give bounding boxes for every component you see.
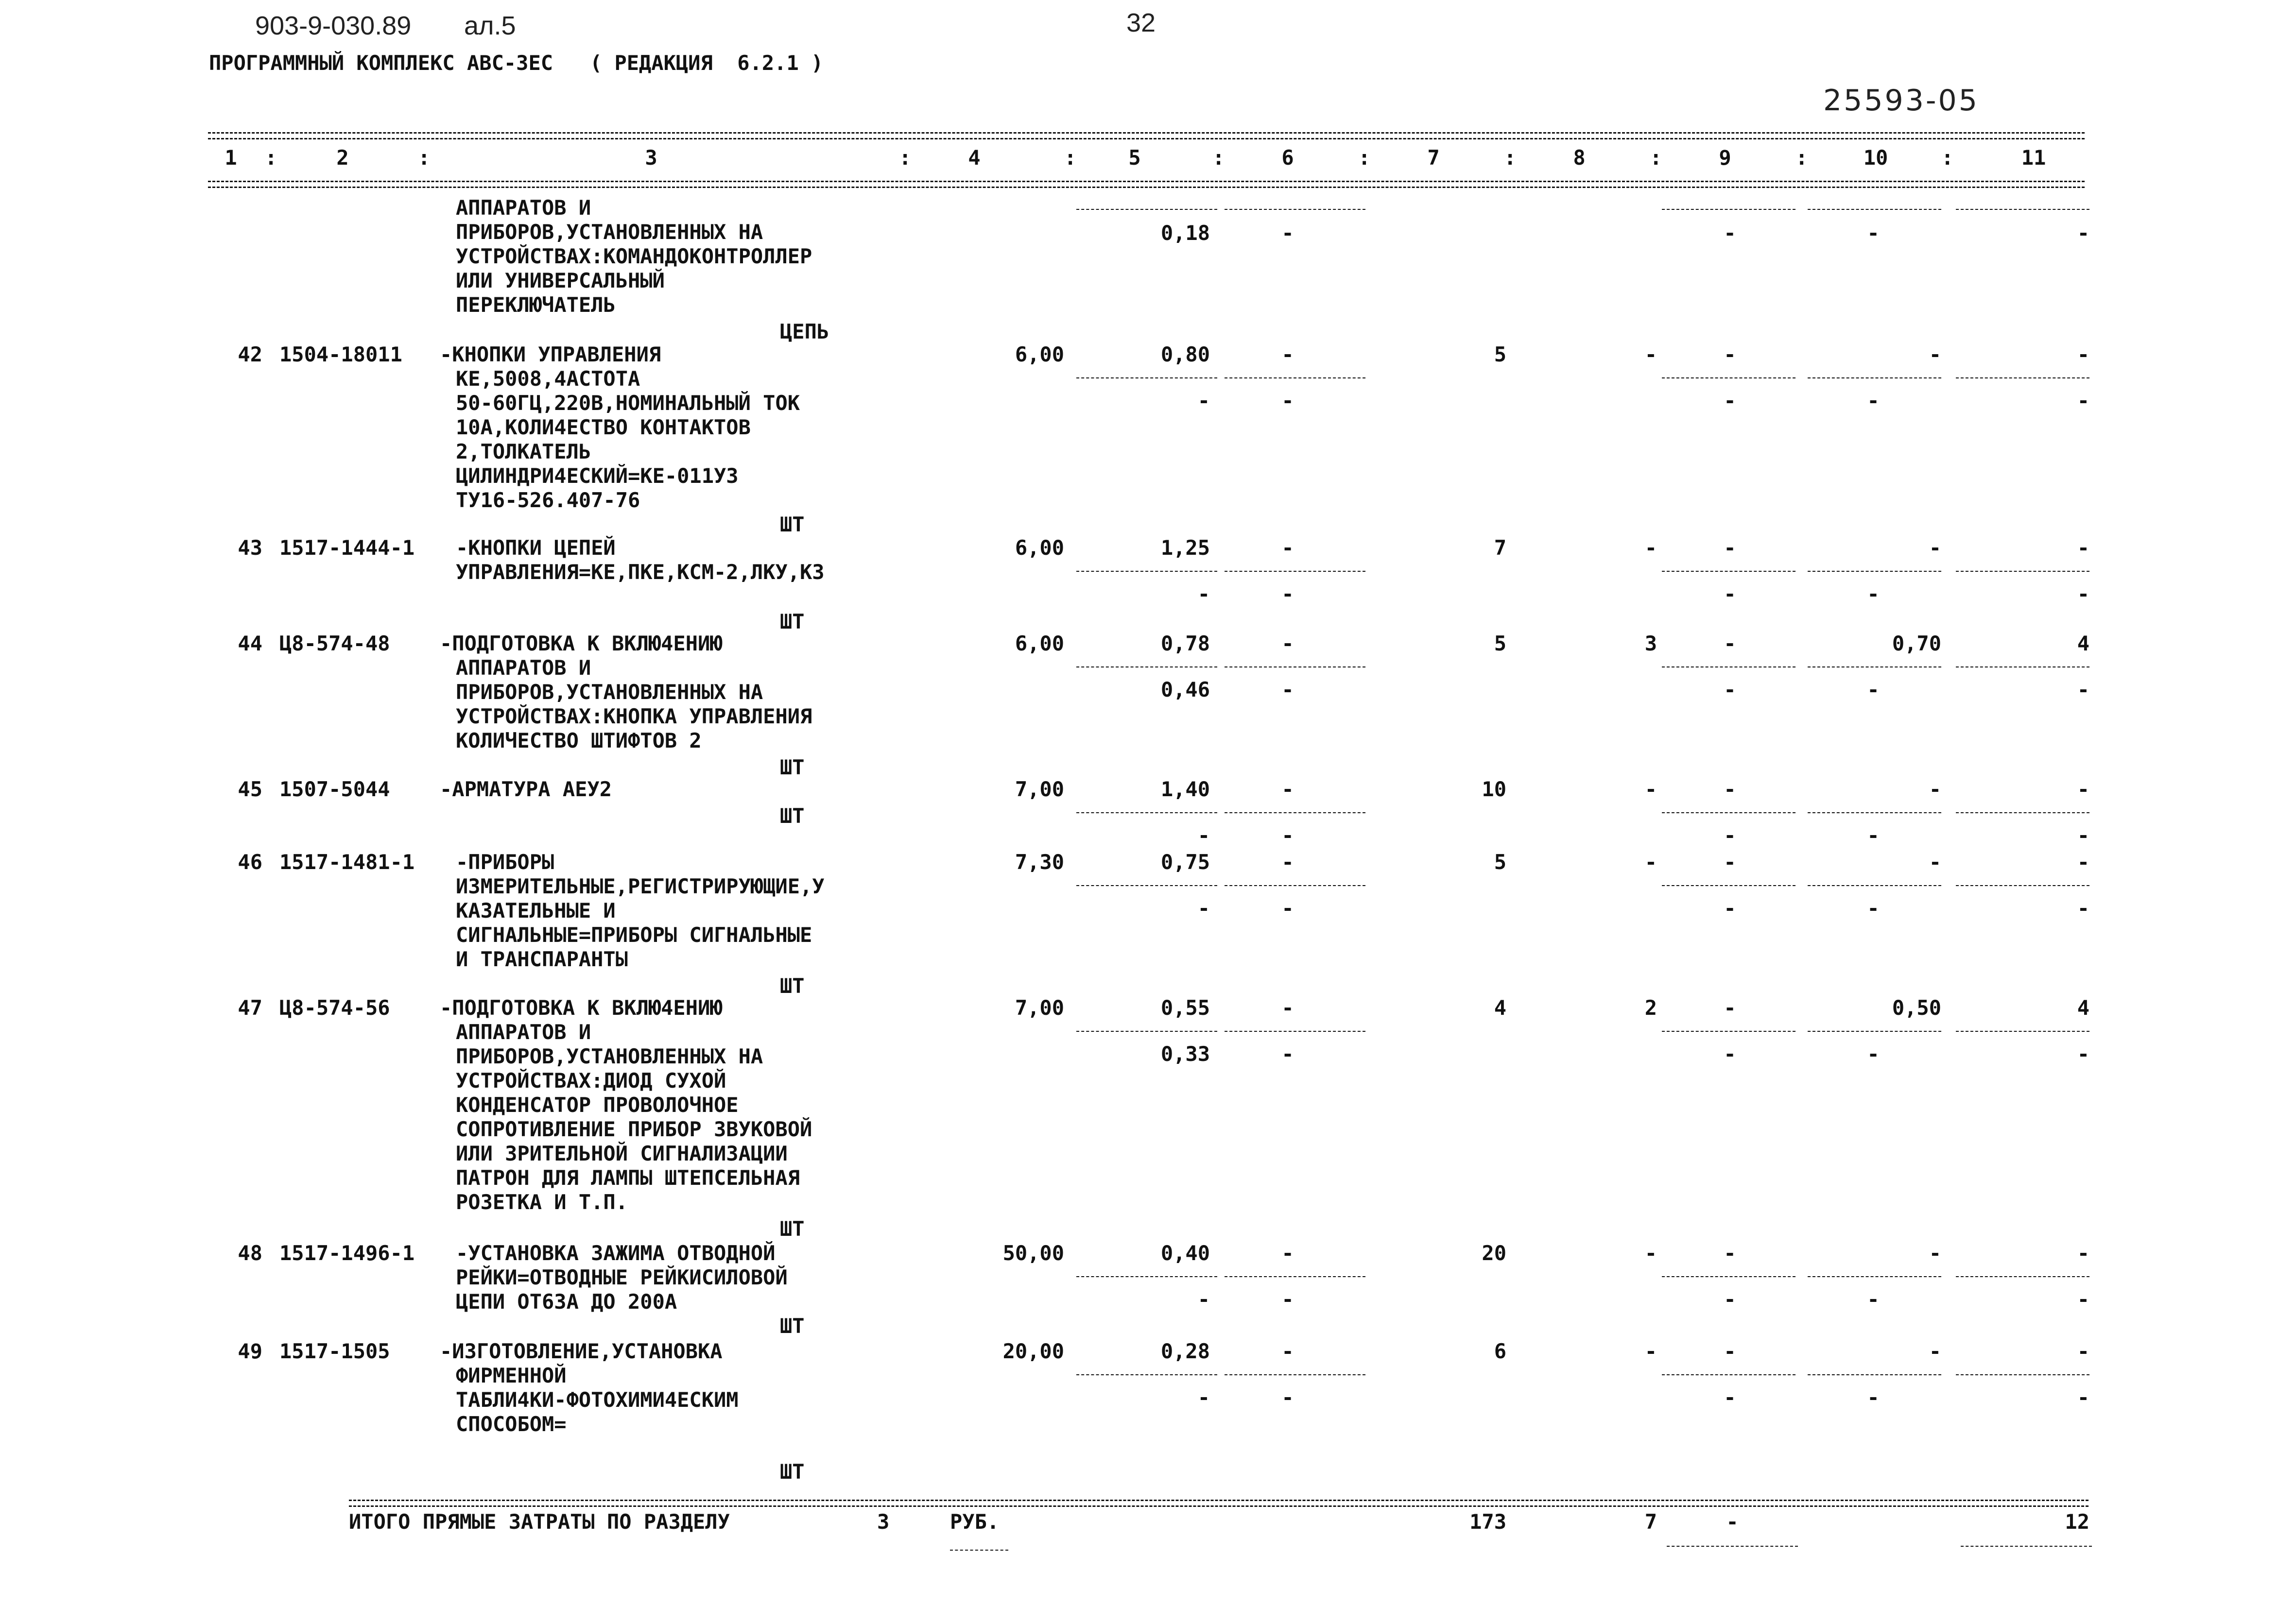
sub-cell-col-11: - <box>2077 582 2089 606</box>
unit-of-measure: ШТ <box>780 610 805 633</box>
row-rule-col-9 <box>1662 1276 1795 1277</box>
cell-col-4: 20,00 <box>1002 1339 1064 1363</box>
cont-rule-6 <box>1225 209 1365 210</box>
sub-cell-col-5: - <box>1197 896 1210 920</box>
work-description-line: АППАРАТОВ И <box>456 1020 591 1044</box>
cont-rule-11 <box>1956 209 2089 210</box>
total-col-9-rule <box>1667 1546 1798 1547</box>
sub-cell-col-6: - <box>1281 823 1294 847</box>
row-number: 49 <box>238 1339 262 1363</box>
sub-cell-col-10: - <box>1867 678 1880 701</box>
work-description-line: УСТРОЙСТВАХ:ДИОД СУХОЙ <box>456 1069 726 1093</box>
sub-cell-col-5: - <box>1197 389 1210 412</box>
sub-cell-col-10: - <box>1867 389 1880 412</box>
price-code: 1517-1496-1 <box>279 1241 415 1265</box>
row-rule-col-6 <box>1225 885 1365 886</box>
cell-col-8: - <box>1644 777 1657 801</box>
cell-col-6: - <box>1281 1241 1294 1265</box>
column-header-rule-2 <box>208 187 2085 188</box>
row-rule-col-11 <box>1956 812 2089 813</box>
cell-col-9: - <box>1724 850 1736 874</box>
work-description-line: 10А,КОЛИ4ЕСТВО КОНТАКТОВ <box>456 415 751 439</box>
sub-cell-col-6: - <box>1281 896 1294 920</box>
row-rule-col-9 <box>1662 1374 1795 1375</box>
work-description-line: КОНДЕНСАТОР ПРОВОЛОЧНОЕ <box>456 1093 739 1117</box>
cell-col-9: - <box>1724 342 1736 366</box>
row-rule-col-5 <box>1076 571 1217 572</box>
cell-col-7: 4 <box>1494 996 1506 1020</box>
work-description-line: ПЕРЕКЛЮЧАТЕЛЬ <box>456 293 616 317</box>
sub-cell-col-9: - <box>1724 1042 1736 1066</box>
cont-rule-5 <box>1076 209 1217 210</box>
work-description-line: 2,ТОЛКАТЕЛЬ <box>456 440 591 463</box>
column-header-10: 10 <box>1863 146 1888 170</box>
price-code: 1517-1481-1 <box>279 850 415 874</box>
work-description-line: ТУ16-526.407-76 <box>456 488 640 512</box>
row-rule-col-9 <box>1662 1031 1795 1032</box>
cell-col-10: - <box>1929 536 1941 560</box>
cont-sub-col-5: 0,18 <box>1160 221 1210 245</box>
column-separator: : <box>899 146 912 170</box>
sub-cell-col-10: - <box>1867 896 1880 920</box>
cell-col-4: 7,30 <box>1015 850 1064 874</box>
row-rule-col-9 <box>1662 812 1795 813</box>
cell-col-10: - <box>1929 1339 1941 1363</box>
row-rule-col-6 <box>1225 1374 1365 1375</box>
sub-cell-col-9: - <box>1724 1287 1736 1311</box>
sub-cell-col-5: 0,33 <box>1160 1042 1210 1066</box>
work-description-line: УСТРОЙСТВАХ:КНОПКА УПРАВЛЕНИЯ <box>456 704 812 728</box>
table-top-rule <box>208 132 2085 134</box>
sub-cell-col-5: - <box>1197 823 1210 847</box>
price-code: Ц8-574-48 <box>279 632 390 655</box>
cont-rule-10 <box>1808 209 1941 210</box>
row-rule-col-11 <box>1956 1031 2089 1032</box>
row-rule-col-5 <box>1076 885 1217 886</box>
album-number: ал.5 <box>464 11 516 40</box>
cell-col-10: - <box>1929 777 1941 801</box>
total-section: 3 <box>877 1510 890 1534</box>
work-description-line: РЕЙКИ=ОТВОДНЫЕ РЕЙКИСИЛОВОЙ <box>456 1265 788 1289</box>
cell-col-10: 0,50 <box>1892 996 1941 1020</box>
cell-col-10: 0,70 <box>1892 632 1941 655</box>
price-code: 1504-18011 <box>279 342 402 366</box>
row-rule-col-5 <box>1076 1031 1217 1032</box>
total-col-11-rule <box>1961 1546 2092 1547</box>
row-number: 46 <box>238 850 262 874</box>
cell-col-4: 6,00 <box>1015 342 1064 366</box>
work-description-line: ТАБЛИ4КИ-ФОТОХИМИ4ЕСКИМ <box>456 1388 739 1412</box>
total-top-rule <box>349 1500 2089 1501</box>
sub-cell-col-9: - <box>1724 678 1736 701</box>
work-description-line: ЦЕПИ ОТ63А ДО 200А <box>456 1290 677 1314</box>
column-separator: : <box>265 146 277 170</box>
price-code: 1517-1444-1 <box>279 536 415 560</box>
cell-col-11: 4 <box>2077 632 2089 655</box>
row-rule-col-5 <box>1076 1276 1217 1277</box>
unit-of-measure: ШТ <box>780 1460 805 1484</box>
cell-col-9: - <box>1724 1339 1736 1363</box>
sub-cell-col-11: - <box>2077 823 2089 847</box>
row-number: 43 <box>238 536 262 560</box>
work-description-line: -ПРИБОРЫ <box>456 850 554 874</box>
cell-col-10: - <box>1929 342 1941 366</box>
cell-col-6: - <box>1281 632 1294 655</box>
cont-rule-9 <box>1662 209 1795 210</box>
column-separator: : <box>1064 146 1077 170</box>
column-header-rule <box>208 181 2085 182</box>
work-description-line: РОЗЕТКА И Т.П. <box>456 1190 628 1214</box>
unit-of-measure: ШТ <box>780 513 805 536</box>
sub-cell-col-6: - <box>1281 389 1294 412</box>
work-description-line: ПРИБОРОВ,УСТАНОВЛЕННЫХ НА <box>456 1044 763 1068</box>
sub-cell-col-10: - <box>1867 1385 1880 1409</box>
work-description-line: -АРМАТУРА АЕУ2 <box>440 777 612 801</box>
cell-col-9: - <box>1724 1241 1736 1265</box>
page-number: 32 <box>1126 8 1156 37</box>
row-rule-col-10 <box>1808 571 1941 572</box>
cell-col-5: 0,55 <box>1160 996 1210 1020</box>
cell-col-4: 6,00 <box>1015 536 1064 560</box>
work-description-line: КЕ,5008,4АСТОТА <box>456 367 640 391</box>
work-description-line: ПРИБОРОВ,УСТАНОВЛЕННЫХ НА <box>456 680 763 704</box>
cell-col-11: - <box>2077 1339 2089 1363</box>
column-header-6: 6 <box>1281 146 1294 170</box>
column-separator: : <box>1941 146 1954 170</box>
sub-cell-col-9: - <box>1724 823 1736 847</box>
cell-col-4: 6,00 <box>1015 632 1064 655</box>
work-description-line: АППАРАТОВ И <box>456 196 591 220</box>
row-number: 42 <box>238 342 262 366</box>
cell-col-5: 1,40 <box>1160 777 1210 801</box>
row-rule-col-11 <box>1956 377 2089 378</box>
work-description-line: ИЛИ УНИВЕРСАЛЬНЫЙ <box>456 269 665 292</box>
price-code: Ц8-574-56 <box>279 996 390 1020</box>
sub-cell-col-6: - <box>1281 582 1294 606</box>
cell-col-6: - <box>1281 996 1294 1020</box>
cell-col-4: 7,00 <box>1015 777 1064 801</box>
cont-sub-col-10: - <box>1867 221 1880 245</box>
sub-cell-col-11: - <box>2077 1385 2089 1409</box>
sub-cell-col-11: - <box>2077 896 2089 920</box>
column-header-8: 8 <box>1573 146 1586 170</box>
work-description-line: ФИРМЕННОЙ <box>456 1364 567 1387</box>
cell-col-10: - <box>1929 850 1941 874</box>
sub-cell-col-5: - <box>1197 1287 1210 1311</box>
cell-col-7: 5 <box>1494 632 1506 655</box>
column-separator: : <box>1358 146 1371 170</box>
unit-of-measure: ШТ <box>780 804 805 828</box>
cell-col-6: - <box>1281 777 1294 801</box>
cell-col-9: - <box>1724 996 1736 1020</box>
column-separator: : <box>418 146 431 170</box>
cell-col-8: 2 <box>1644 996 1657 1020</box>
row-rule-col-5 <box>1076 666 1217 667</box>
row-rule-col-10 <box>1808 377 1941 378</box>
cell-col-5: 1,25 <box>1160 536 1210 560</box>
work-description-line: УПРАВЛЕНИЯ=КЕ,ПКЕ,КСМ-2,ЛКУ,КЗ <box>456 560 825 584</box>
row-rule-col-9 <box>1662 885 1795 886</box>
row-rule-col-6 <box>1225 666 1365 667</box>
cell-col-4: 50,00 <box>1002 1241 1064 1265</box>
cell-col-7: 5 <box>1494 342 1506 366</box>
row-rule-col-9 <box>1662 666 1795 667</box>
unit-of-measure: ЦЕПЬ <box>780 320 829 343</box>
column-separator: : <box>1212 146 1225 170</box>
sub-cell-col-10: - <box>1867 1042 1880 1066</box>
row-rule-col-11 <box>1956 1276 2089 1277</box>
row-rule-col-6 <box>1225 1276 1365 1277</box>
total-col-7: 173 <box>1469 1510 1506 1534</box>
unit-of-measure: ШТ <box>780 1217 805 1241</box>
unit-of-measure: ШТ <box>780 1314 805 1338</box>
sub-cell-col-5: - <box>1197 582 1210 606</box>
sub-cell-col-10: - <box>1867 1287 1880 1311</box>
program-heading: ПРОГРАММНЫЙ КОМПЛЕКС АВС-3ЕС ( РЕДАКЦИЯ 6.2.1 ) <box>209 51 824 75</box>
total-col-9: - <box>1726 1510 1739 1534</box>
row-rule-col-5 <box>1076 1374 1217 1375</box>
work-description-line: КАЗАТЕЛЬНЫЕ И <box>456 899 616 923</box>
cell-col-11: - <box>2077 1241 2089 1265</box>
work-description-line: УСТРОЙСТВАХ:КОМАНДОКОНТРОЛЛЕР <box>456 244 812 268</box>
work-description-line: ИЛИ ЗРИТЕЛЬНОЙ СИГНАЛИЗАЦИИ <box>456 1142 788 1165</box>
work-description-line: -ПОДГОТОВКА К ВКЛЮ4ЕНИЮ <box>440 996 723 1020</box>
work-description-line: 50-60ГЦ,220В,НОМИНАЛЬНЫЙ ТОК <box>456 391 800 415</box>
price-code: 1517-1505 <box>279 1339 390 1363</box>
work-description-line: -ПОДГОТОВКА К ВКЛЮ4ЕНИЮ <box>440 632 723 655</box>
column-separator: : <box>1504 146 1517 170</box>
work-description-line: И ТРАНСПАРАНТЫ <box>456 947 628 971</box>
sub-cell-col-11: - <box>2077 1042 2089 1066</box>
sub-cell-col-11: - <box>2077 389 2089 412</box>
column-header-3: 3 <box>645 146 657 170</box>
sub-cell-col-11: - <box>2077 1287 2089 1311</box>
column-header-5: 5 <box>1128 146 1141 170</box>
cell-col-9: - <box>1724 632 1736 655</box>
row-rule-col-10 <box>1808 1374 1941 1375</box>
cell-col-9: - <box>1724 777 1736 801</box>
row-rule-col-10 <box>1808 666 1941 667</box>
work-description-line: ПАТРОН ДЛЯ ЛАМПЫ ШТЕПСЕЛЬНАЯ <box>456 1166 800 1190</box>
row-rule-col-9 <box>1662 377 1795 378</box>
row-rule-col-10 <box>1808 812 1941 813</box>
cell-col-11: - <box>2077 777 2089 801</box>
column-header-9: 9 <box>1719 146 1731 170</box>
row-rule-col-5 <box>1076 812 1217 813</box>
cell-col-6: - <box>1281 1339 1294 1363</box>
column-header-11: 11 <box>2021 146 2046 170</box>
work-description-line: КОЛИЧЕСТВО ШТИФТОВ 2 <box>456 729 702 752</box>
work-description-line: -КНОПКИ ЦЕПЕЙ <box>456 536 616 560</box>
row-number: 45 <box>238 777 262 801</box>
cell-col-8: 3 <box>1644 632 1657 655</box>
row-number: 47 <box>238 996 262 1020</box>
cell-col-5: 0,40 <box>1160 1241 1210 1265</box>
total-currency: РУБ. <box>950 1510 1000 1534</box>
column-header-4: 4 <box>968 146 981 170</box>
work-description-line: ИЗМЕРИТЕЛЬНЫЕ,РЕГИСТРИРУЮЩИЕ,У <box>456 874 825 898</box>
currency-underline <box>950 1550 1008 1551</box>
work-description-line: -КНОПКИ УПРАВЛЕНИЯ <box>440 342 661 366</box>
work-description-line: ЦИЛИНДРИ4ЕСКИЙ=КЕ-011У3 <box>456 464 739 488</box>
row-rule-col-6 <box>1225 1031 1365 1032</box>
cell-col-8: - <box>1644 1241 1657 1265</box>
total-col-11: 12 <box>2065 1510 2089 1534</box>
work-description-line: АППАРАТОВ И <box>456 656 591 680</box>
column-header-7: 7 <box>1427 146 1440 170</box>
cell-col-7: 5 <box>1494 850 1506 874</box>
row-rule-col-6 <box>1225 571 1365 572</box>
total-col-8: 7 <box>1644 1510 1657 1534</box>
sub-cell-col-9: - <box>1724 1385 1736 1409</box>
work-description-line: -УСТАНОВКА ЗАЖИМА ОТВОДНОЙ <box>456 1241 776 1265</box>
row-rule-col-6 <box>1225 812 1365 813</box>
sub-cell-col-10: - <box>1867 582 1880 606</box>
work-description-line: СИГНАЛЬНЫЕ=ПРИБОРЫ СИГНАЛЬНЫЕ <box>456 923 812 947</box>
cell-col-8: - <box>1644 1339 1657 1363</box>
document-code: 903-9-030.89 <box>255 11 412 40</box>
cell-col-6: - <box>1281 536 1294 560</box>
cell-col-9: - <box>1724 536 1736 560</box>
row-rule-col-9 <box>1662 571 1795 572</box>
sub-cell-col-6: - <box>1281 678 1294 701</box>
cell-col-5: 0,75 <box>1160 850 1210 874</box>
cell-col-11: - <box>2077 850 2089 874</box>
cell-col-8: - <box>1644 536 1657 560</box>
price-code: 1507-5044 <box>279 777 390 801</box>
total-label: ИТОГО ПРЯМЫЕ ЗАТРАТЫ ПО РАЗДЕЛУ <box>349 1510 730 1534</box>
row-rule-col-11 <box>1956 666 2089 667</box>
row-rule-col-5 <box>1076 377 1217 378</box>
row-rule-col-11 <box>1956 1374 2089 1375</box>
sub-cell-col-9: - <box>1724 896 1736 920</box>
unit-of-measure: ШТ <box>780 974 805 998</box>
cell-col-7: 10 <box>1482 777 1506 801</box>
cell-col-6: - <box>1281 342 1294 366</box>
cell-col-7: 20 <box>1482 1241 1506 1265</box>
work-description-line: СОПРОТИВЛЕНИЕ ПРИБОР ЗВУКОВОЙ <box>456 1117 812 1141</box>
row-rule-col-10 <box>1808 1276 1941 1277</box>
cell-col-6: - <box>1281 850 1294 874</box>
cell-col-7: 6 <box>1494 1339 1506 1363</box>
sub-cell-col-6: - <box>1281 1287 1294 1311</box>
column-separator: : <box>1795 146 1808 170</box>
sub-cell-col-5: 0,46 <box>1160 678 1210 701</box>
cell-col-7: 7 <box>1494 536 1506 560</box>
work-description-line: -ИЗГОТОВЛЕНИЕ,УСТАНОВКА <box>440 1339 723 1363</box>
cell-col-11: 4 <box>2077 996 2089 1020</box>
cell-col-8: - <box>1644 342 1657 366</box>
cont-sub-col-9: - <box>1724 221 1736 245</box>
cell-col-10: - <box>1929 1241 1941 1265</box>
row-number: 44 <box>238 632 262 655</box>
sub-cell-col-11: - <box>2077 678 2089 701</box>
table-top-rule-2 <box>208 138 2085 139</box>
work-description-line: СПОСОБОМ= <box>456 1412 567 1436</box>
row-rule-col-11 <box>1956 885 2089 886</box>
cell-col-5: 0,78 <box>1160 632 1210 655</box>
column-separator: : <box>1650 146 1662 170</box>
sub-cell-col-9: - <box>1724 582 1736 606</box>
column-header-2: 2 <box>336 146 349 170</box>
row-rule-col-11 <box>1956 571 2089 572</box>
handwritten-code: 25593-05 <box>1823 84 1979 118</box>
cell-col-4: 7,00 <box>1015 996 1064 1020</box>
row-rule-col-10 <box>1808 1031 1941 1032</box>
cont-sub-col-11: - <box>2077 221 2089 245</box>
row-rule-col-6 <box>1225 377 1365 378</box>
total-top-rule-2 <box>349 1505 2089 1507</box>
sub-cell-col-5: - <box>1197 1385 1210 1409</box>
unit-of-measure: ШТ <box>780 755 805 779</box>
sub-cell-col-9: - <box>1724 389 1736 412</box>
cell-col-11: - <box>2077 536 2089 560</box>
work-description-line: ПРИБОРОВ,УСТАНОВЛЕННЫХ НА <box>456 220 763 244</box>
sub-cell-col-6: - <box>1281 1385 1294 1409</box>
cell-col-5: 0,28 <box>1160 1339 1210 1363</box>
cell-col-11: - <box>2077 342 2089 366</box>
cell-col-5: 0,80 <box>1160 342 1210 366</box>
row-rule-col-10 <box>1808 885 1941 886</box>
cont-sub-col-6: - <box>1281 221 1294 245</box>
cell-col-8: - <box>1644 850 1657 874</box>
sub-cell-col-10: - <box>1867 823 1880 847</box>
column-header-1: 1 <box>224 146 237 170</box>
row-number: 48 <box>238 1241 262 1265</box>
sub-cell-col-6: - <box>1281 1042 1294 1066</box>
